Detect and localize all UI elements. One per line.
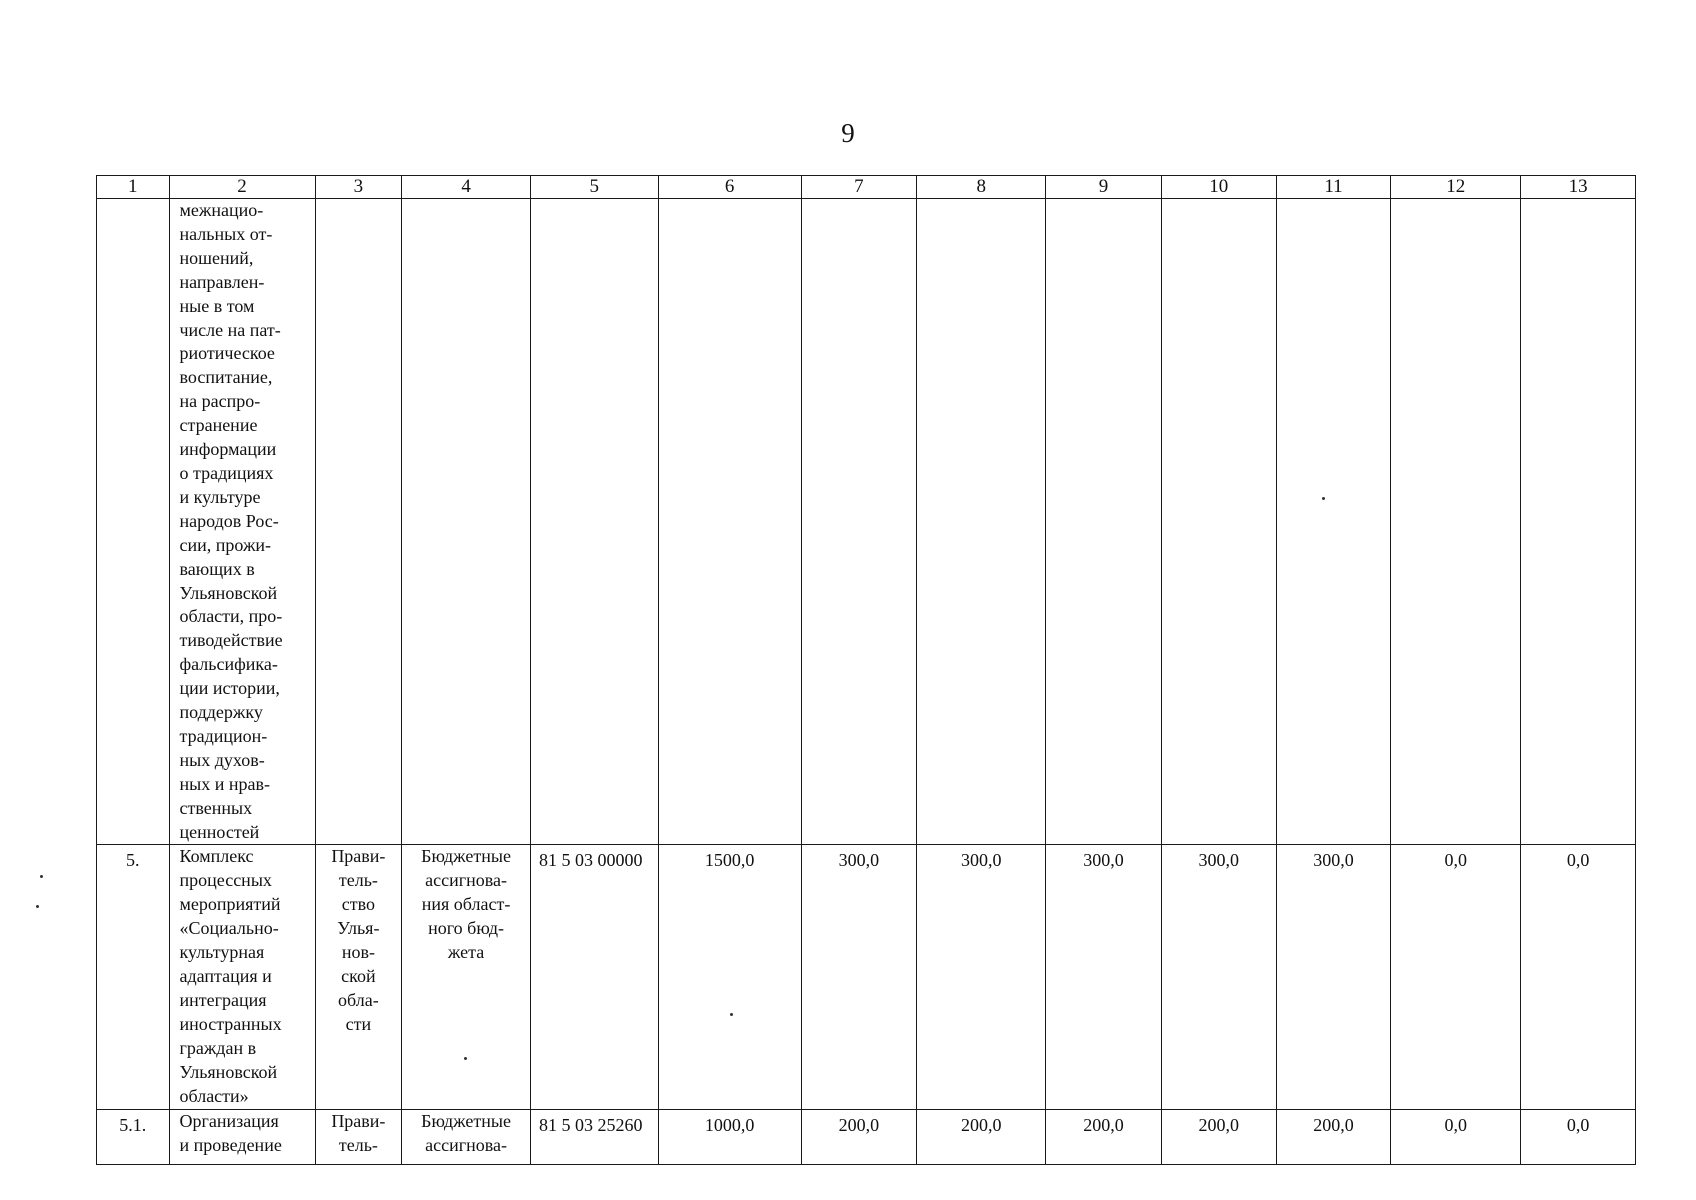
- scan-speck: [464, 1057, 467, 1060]
- column-header: 10: [1161, 176, 1276, 199]
- value-cell: 0,0: [1391, 1110, 1521, 1165]
- value-cell: [801, 199, 917, 845]
- column-header: 3: [315, 176, 402, 199]
- value-cell: 200,0: [1276, 1110, 1391, 1165]
- code-cell: [530, 199, 658, 845]
- value-cell: [1521, 199, 1636, 845]
- value-cell: 200,0: [801, 1110, 917, 1165]
- table-row: [97, 845, 1636, 1110]
- name-cell: межнацио- нальных от- ношений, направлен- ные в том числе на пат- риотическое воспитание, на распро- странение информации о традициях и культуре народов Рос- сии, прожи- вающих в Ульяновской области, про- тиводействие фальсифика- ции истории, поддержку традицион- ных духов- ных и нрав- ственных ценностей: [169, 199, 315, 845]
- name-cell: Организация и проведение: [169, 1110, 315, 1165]
- value-cell: 300,0: [1276, 845, 1391, 1110]
- column-header: 2: [169, 176, 315, 199]
- budget-table: [96, 175, 1636, 1165]
- num-cell: 5.1.: [97, 1110, 170, 1165]
- scan-speck: [730, 1013, 733, 1016]
- value-cell: [1161, 199, 1276, 845]
- value-cell: [1276, 199, 1391, 845]
- column-header: 1: [97, 176, 170, 199]
- name-cell: Комплекс процессных мероприятий «Социально- культурная адаптация и интеграция иностранных граждан в Ульяновской области»: [169, 845, 315, 1110]
- scan-speck: [40, 875, 43, 878]
- scan-speck: [36, 905, 39, 908]
- value-cell: 0,0: [1521, 1110, 1636, 1165]
- value-cell: 200,0: [917, 1110, 1046, 1165]
- column-number-row: [97, 176, 1636, 199]
- value-cell: 300,0: [1046, 845, 1162, 1110]
- column-header: 11: [1276, 176, 1391, 199]
- column-header: 4: [402, 176, 531, 199]
- value-cell: 1000,0: [658, 1110, 801, 1165]
- value-cell: 0,0: [1391, 845, 1521, 1110]
- value-cell: 200,0: [1161, 1110, 1276, 1165]
- value-cell: [658, 199, 801, 845]
- table-row: [97, 1110, 1636, 1165]
- source-cell: [402, 199, 531, 845]
- code-cell: 81 5 03 25260: [530, 1110, 658, 1165]
- column-header: 6: [658, 176, 801, 199]
- value-cell: 300,0: [917, 845, 1046, 1110]
- scan-speck: [1322, 497, 1325, 500]
- value-cell: 0,0: [1521, 845, 1636, 1110]
- value-cell: 300,0: [801, 845, 917, 1110]
- value-cell: 300,0: [1161, 845, 1276, 1110]
- value-cell: [1391, 199, 1521, 845]
- source-cell: Бюджетные ассигнова- ния област- ного бюд- жета: [402, 845, 531, 1110]
- column-header: 5: [530, 176, 658, 199]
- column-header: 8: [917, 176, 1046, 199]
- executor-cell: [315, 199, 402, 845]
- column-header: 7: [801, 176, 917, 199]
- code-cell: 81 5 03 00000: [530, 845, 658, 1110]
- num-cell: 5.: [97, 845, 170, 1110]
- executor-cell: Прави- тель- ство Улья- нов- ской обла- сти: [315, 845, 402, 1110]
- value-cell: 1500,0: [658, 845, 801, 1110]
- value-cell: [917, 199, 1046, 845]
- source-cell: Бюджетные ассигнова-: [402, 1110, 531, 1165]
- column-header: 13: [1521, 176, 1636, 199]
- value-cell: 200,0: [1046, 1110, 1162, 1165]
- executor-cell: Прави- тель-: [315, 1110, 402, 1165]
- column-header: 9: [1046, 176, 1162, 199]
- column-header: 12: [1391, 176, 1521, 199]
- table-row-continuation: [97, 199, 1636, 845]
- num-cell: [97, 199, 170, 845]
- value-cell: [1046, 199, 1162, 845]
- page-number: 9: [841, 118, 855, 148]
